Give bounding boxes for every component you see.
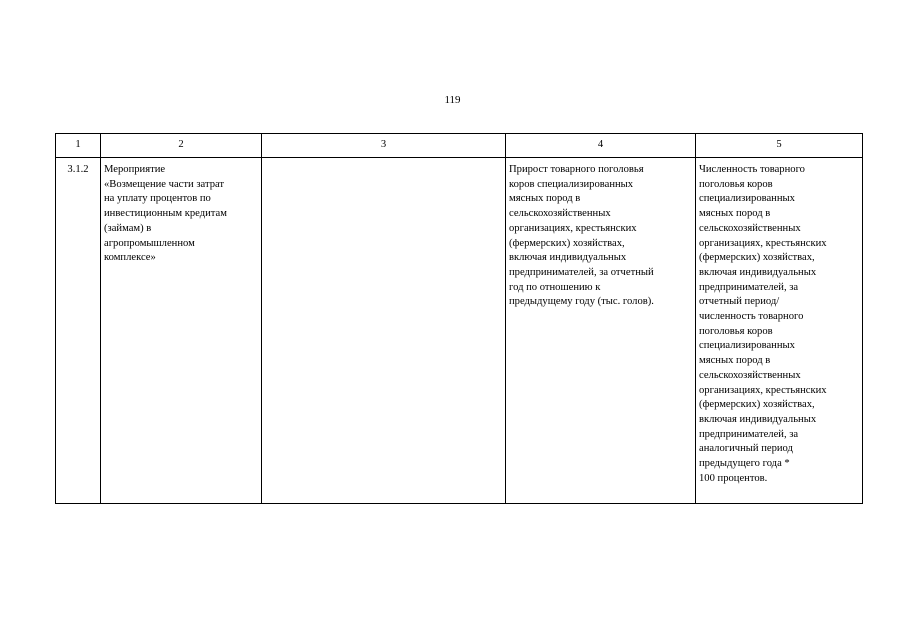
column-3-cell (262, 158, 506, 504)
table-header-row (56, 134, 863, 158)
formula-cell (696, 158, 863, 504)
page-number: 119 (444, 94, 461, 106)
formula-text: Численность товарного поголовья коров специализированных мясных пород в сельскохозяйственных организациях, крестьянских (фермерских) хозяйствах, включая индивидуальных предпринимателей, за отчетный период/ численность товарного поголовья коров специализированных мясных пород в сельскохозяйственных организациях, крестьянских (фермерских) хозяйствах, включая индивидуальных предпринимателей, за аналогичный период предыдущего года * 100 процентов. (699, 164, 827, 484)
table-row (56, 158, 863, 504)
indicator-text: Прирост товарного поголовья коров специализированных мясных пород в сельскохозяйственных организациях, крестьянских (фермерских) хозяйствах, включая индивидуальных предпринимателей, за отчетный год по отношению к предыдущему году (тыс. голов). (509, 164, 654, 308)
header-cell-5: 5 (696, 134, 863, 158)
row-number: 3.1.2 (67, 164, 89, 175)
header-cell-3: 3 (262, 134, 506, 158)
header-cell-1: 1 (56, 134, 101, 158)
row-number-cell (56, 158, 101, 504)
measure-cell (101, 158, 262, 504)
indicators-table (55, 133, 863, 504)
measure-text: Мероприятие «Возмещение части затрат на уплату процентов по инвестиционным кредитам (займам) в агропромышленном комплексе» (104, 164, 227, 264)
header-cell-4: 4 (506, 134, 696, 158)
indicator-cell (506, 158, 696, 504)
header-cell-2: 2 (101, 134, 262, 158)
